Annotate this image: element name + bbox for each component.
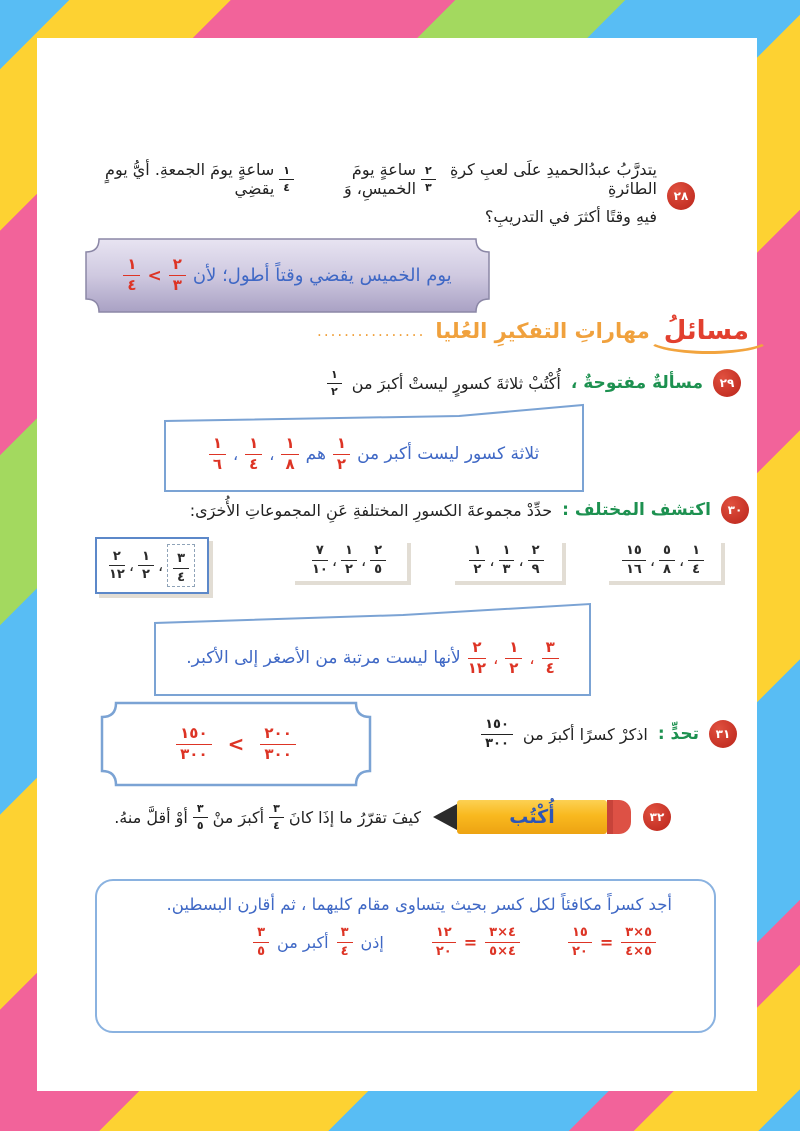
question-32 (114, 795, 671, 839)
q29-answer-content: ثلاثة كسور ليست أكبر من $\frac{١}{٢}$ هم $\frac{١}{٨}$ ، $\frac{١}{٤}$ ، $\frac{١}{٦}$ (163, 415, 585, 493)
question-number-badge: ٢٩ (713, 369, 741, 397)
fraction: $\frac{٥\times ٣}{٥\times ٤}$ (621, 926, 656, 958)
q28-line1: يتدرَّبُ عبدُالحميدِ علَى لعبِ كرةِ الطائرةِ $\frac{٢}{٣}$ ساعةٍ يومَ الخميسِ، وَ $\frac{١}{٤}$ ساعةٍ يومَ الجمعةِ. أيُّ يومٍ يقضِي (105, 160, 657, 198)
q32-text: كيفَ تقرّرُ ما إذَا كانَ $\frac{٣}{٤}$ أكبرَ منْ $\frac{٣}{٥}$ أوْ أقلَّ منهُ. (114, 801, 421, 832)
answer-box-challenge (100, 701, 372, 791)
content-sheet (37, 38, 757, 1091)
equation-left (432, 926, 520, 958)
q31-answer-content (100, 701, 372, 787)
fraction: $\frac{١}{٦}$ (209, 436, 226, 473)
fraction: $\frac{١}{٣}$ (499, 544, 515, 576)
heading-script-word: مسائلُ (660, 316, 753, 346)
fraction: $\frac{٢}{٩}$ (528, 544, 544, 576)
fraction: $\frac{١}{٢}$ (469, 544, 485, 576)
fraction-group-4: $\frac{١}{٤}$ ، $\frac{٥}{٨}$ ، $\frac{١٥}{١٦}$ (605, 539, 721, 581)
fraction: $\frac{٣}{٤}$ (337, 926, 353, 958)
fraction: $\frac{٣}{٤}$ (269, 803, 284, 831)
question-29: ٢٩ مسألةٌ مفتوحةٌ ، أُكْتُبْ ثلاثةَ كسورٍ ليستْ أكبرَ من $\frac{١}{٢}$ (327, 369, 741, 397)
fraction: $\frac{١}{٤}$ (245, 436, 262, 473)
fraction: $\frac{٤\times ٣}{٤\times ٥}$ (485, 926, 520, 958)
q30-answer-content: $\frac{٣}{٤}$ ، $\frac{١}{٢}$ ، $\frac{٢}{١٢}$ لأنها ليست مرتبة من الأصغر إلى الأكبر. (153, 619, 592, 697)
q28-text (97, 160, 657, 226)
less-than-symbol: < (147, 265, 162, 286)
fraction: $\frac{١}{٢}$ (138, 550, 154, 582)
fraction: $\frac{٣}{٤}$ (542, 640, 559, 677)
challenge-label: تحدٍّ : (657, 724, 699, 745)
pencil-eraser (613, 800, 631, 834)
fraction: $\frac{١٥}{١٦}$ (622, 544, 646, 576)
open-question-label: مسألةٌ مفتوحةٌ ، (570, 373, 703, 394)
q32-answer-math (97, 926, 714, 958)
fraction: $\frac{١}{٢}$ (327, 369, 342, 397)
fraction: $\frac{١}{٤}$ (279, 165, 294, 193)
pencil-graphic (433, 795, 631, 839)
question-28 (97, 160, 695, 226)
answer-box-2 (153, 599, 592, 701)
fraction: $\frac{٢}{٥}$ (370, 544, 386, 576)
equals-sign: = (463, 932, 478, 952)
fraction: $\frac{١}{٢}$ (333, 436, 350, 473)
fraction: $\frac{١}{٤}$ (688, 544, 704, 576)
fraction-group-2: $\frac{٢}{٥}$ ، $\frac{١}{٢}$ ، $\frac{٧}{١٠}$ (291, 539, 407, 581)
q28-line2: فيهِ وقتًا أكثرَ في التدريبِ؟ (484, 207, 657, 226)
answer-box-bottom (95, 879, 716, 1033)
equation-right (568, 926, 656, 958)
pencil-tip-icon (433, 804, 457, 830)
fraction: $\frac{١}{٤}$ (123, 257, 140, 294)
answer-box-purple (85, 238, 490, 317)
discover-label: اكتشف المختلف : (562, 500, 711, 520)
question-number-badge: ٣٢ (643, 803, 671, 831)
fraction: $\frac{٣}{٥}$ (193, 803, 208, 831)
question-number-badge: ٣١ (709, 720, 737, 748)
fraction: $\frac{١}{٢}$ (341, 544, 357, 576)
answer-box-1 (163, 403, 585, 497)
fraction-group-answer: $\frac{٣}{٤}$ ، $\frac{١}{٢}$ ، $\frac{٢}{١٢}$ (95, 537, 209, 594)
fraction: $\frac{١٢}{٢٠}$ (432, 926, 456, 958)
q28-answer-content: يوم الخميس يقضي وقتاً أطول؛ لأن $\frac{٢}{٣}$ < $\frac{١}{٤}$ (85, 238, 490, 313)
section-heading (317, 316, 753, 346)
fraction-group-3: $\frac{٢}{٩}$ ، $\frac{١}{٣}$ ، $\frac{١}{٢}$ (451, 539, 562, 581)
fraction: $\frac{١}{٢}$ (505, 640, 522, 677)
heading-title: مهاراتِ التفكيرِ العُليا (435, 319, 650, 343)
fraction: $\frac{٣}{٥}$ (253, 926, 269, 958)
fraction: $\frac{٧}{١٠}$ (311, 543, 328, 577)
question-30: ٣٠ اكتشف المختلف : حدِّدْ مجموعةَ الكسورِ المختلفةِ عَنِ المجموعاتِ الأُخرَى: (190, 496, 749, 524)
dashed-answer-mark (167, 544, 195, 587)
fraction: $\frac{١}{٨}$ (281, 436, 298, 473)
less-than-symbol: < (227, 732, 245, 756)
conclusion: إذن $\frac{٣}{٤}$ أكبر من $\frac{٣}{٥}$ (253, 926, 384, 958)
fraction: $\frac{٢٠٠}{٣٠٠}$ (260, 726, 295, 763)
question-number-badge: ٣٠ (721, 496, 749, 524)
question-number-badge: ٢٨ (667, 182, 695, 210)
fraction: $\frac{٢}{١٢}$ (108, 548, 125, 583)
q32-answer-line1: أجد كسراً مكافئاً لكل كسر بحيث يتساوى مقام كليهما ، ثم أقارن البسطين. (166, 895, 672, 914)
fraction: $\frac{١٥٠}{٣٠٠}$ (481, 718, 513, 750)
fraction: $\frac{٢}{١٢}$ (467, 637, 487, 677)
heading-dots: ................ (317, 322, 426, 340)
question-31: ٣١ تحدٍّ : اذكرْ كسرًا أكبرَ من $\frac{١٥٠}{٣٠٠}$ (481, 718, 737, 750)
fraction: $\frac{٢}{٣}$ (169, 257, 186, 294)
fraction: $\frac{١٥}{٢٠}$ (568, 926, 592, 958)
fraction: $\frac{٥}{٨}$ (659, 544, 675, 576)
pencil-body (457, 800, 607, 834)
fraction: $\frac{١٥٠}{٣٠٠}$ (176, 726, 211, 763)
fraction: $\frac{٢}{٣}$ (421, 165, 436, 193)
fraction: $\frac{٣}{٤}$ (173, 552, 189, 584)
write-label: أُكْتُب (509, 806, 555, 828)
equals-sign: = (599, 932, 614, 952)
